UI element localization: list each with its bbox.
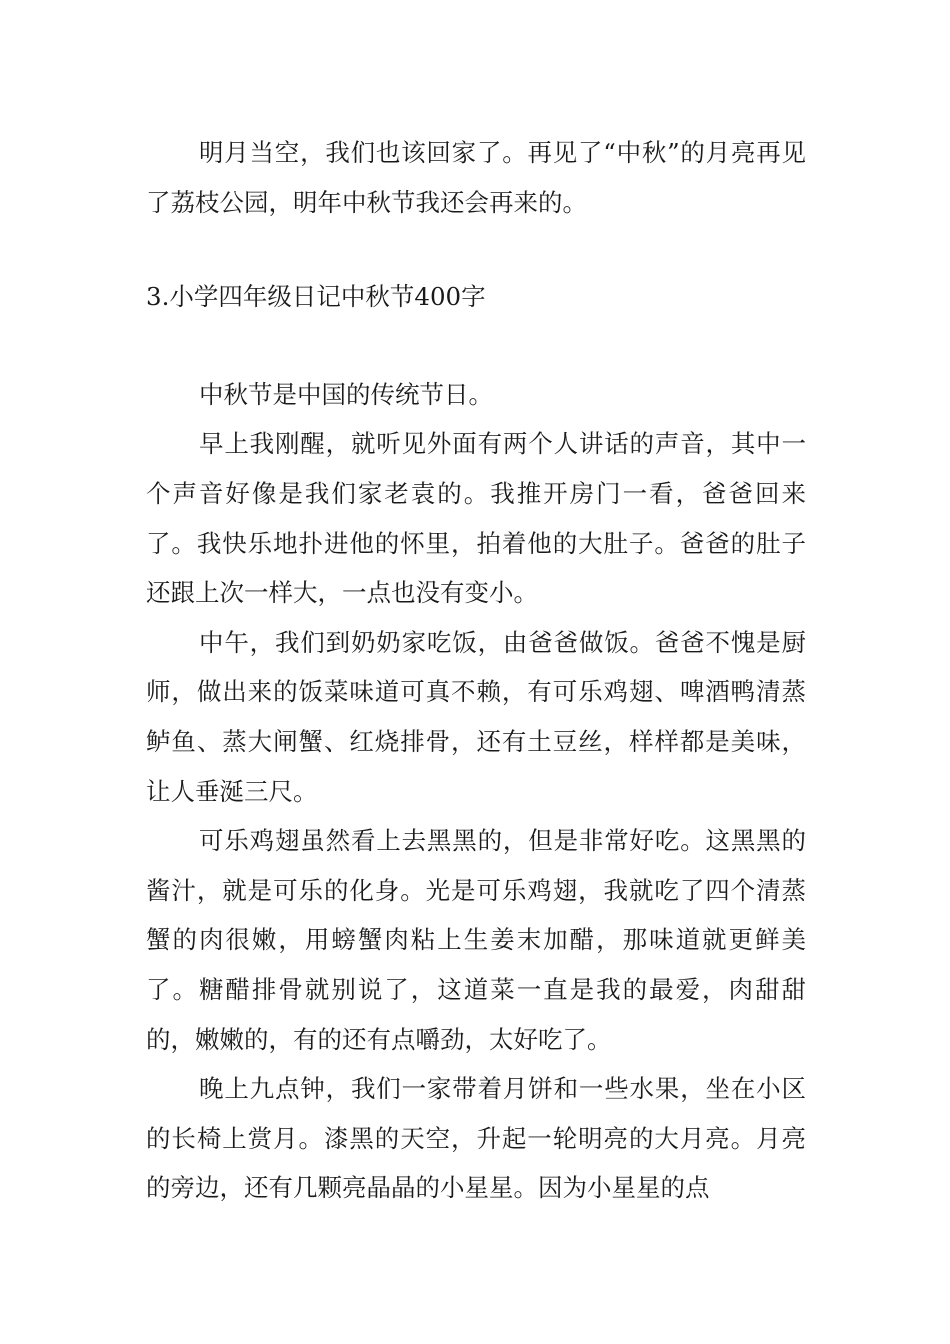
paragraph-2: 早上我刚醒，就听见外面有两个人讲话的声音，其中一个声音好像是我们家老袁的。我推开房门一看，爸爸回来了。我快乐地扑进他的怀里，拍着他的大肚子。爸爸的肚子还跟上次一样大，一点也没有变小。 bbox=[146, 429, 806, 608]
intro-paragraph: 明月当空，我们也该回家了。再见了“中秋”的月亮再见了荔枝公园，明年中秋节我还会再来的。 bbox=[146, 138, 806, 217]
paragraph-5: 晚上九点钟，我们一家带着月饼和一些水果，坐在小区的长椅上赏月。漆黑的天空，升起一轮明亮的大月亮。月亮的旁边，还有几颗亮晶晶的小星星。因为小星星的点 bbox=[146, 1074, 806, 1203]
paragraph-1: 中秋节是中国的传统节日。 bbox=[199, 379, 493, 409]
document-page bbox=[146, 128, 806, 1213]
section-heading: 3.小学四年级日记中秋节400字 bbox=[146, 282, 486, 312]
paragraph-4: 可乐鸡翅虽然看上去黑黑的，但是非常好吃。这黑黑的酱汁，就是可乐的化身。光是可乐鸡翅，我就吃了四个清蒸蟹的肉很嫩，用螃蟹肉粘上生姜末加醋，那味道就更鲜美了。糖醋排骨就别说了，这道菜一直是我的最爱，肉甜甜的，嫩嫩的，有的还有点嚼劲，太好吃了。 bbox=[146, 826, 806, 1054]
spacer bbox=[146, 227, 806, 272]
paragraph-3: 中午，我们到奶奶家吃饭，由爸爸做饭。爸爸不愧是厨师，做出来的饭菜味道可真不赖，有可乐鸡翅、啤酒鸭清蒸鲈鱼、蒸大闸蟹、红烧排骨，还有土豆丝，样样都是美味，让人垂涎三尺。 bbox=[146, 627, 806, 806]
spacer bbox=[146, 322, 806, 370]
